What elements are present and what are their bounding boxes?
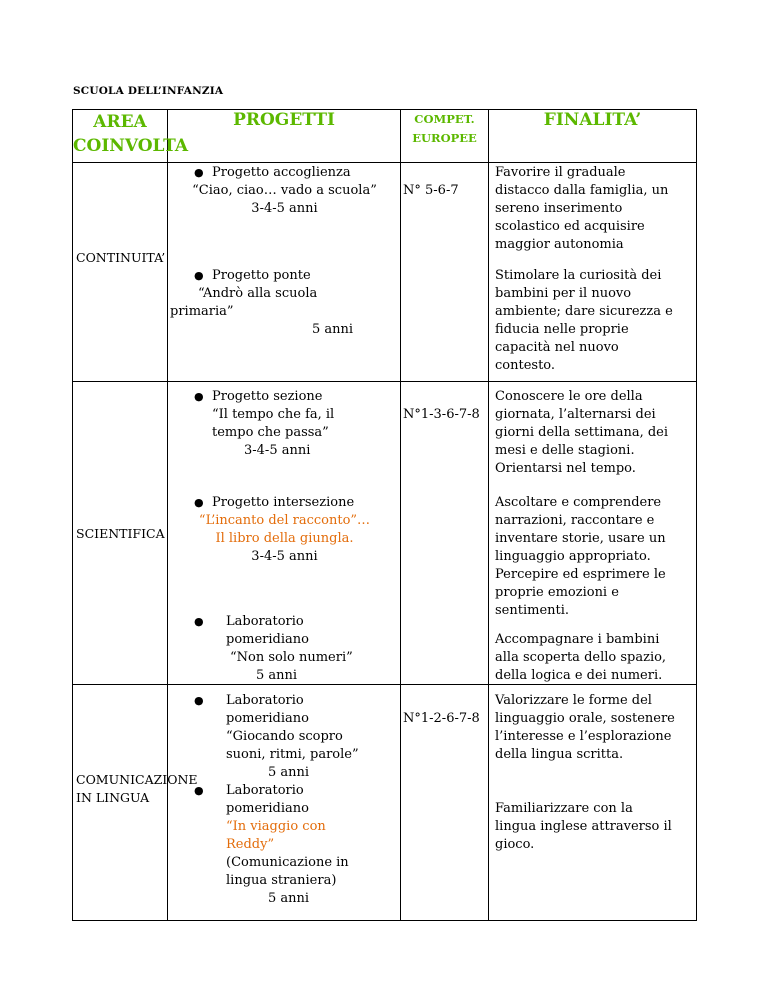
finalita-line: Ascoltare e comprendere	[495, 495, 662, 510]
finalita-line: inventare storie, usare un	[495, 531, 666, 546]
project-name: tempo che passa”	[212, 425, 329, 440]
project-title: Progetto intersezione	[212, 495, 355, 510]
row-comunicazione	[73, 685, 697, 921]
finalita-cell-comunicazione	[489, 685, 697, 921]
project-name: “Non solo numeri”	[230, 650, 353, 665]
project-name: primaria”	[170, 304, 234, 319]
finalita-line: capacità nel nuovo	[495, 340, 619, 355]
comp-cell-scientifica	[401, 382, 489, 685]
finalita-line: sereno inserimento	[495, 201, 623, 216]
project-note: (Comunicazione in	[226, 855, 349, 870]
project-age: 3-4-5 anni	[251, 201, 318, 216]
finalita-line: Accompagnare i bambini	[495, 632, 660, 647]
finalita-line: Stimolare la curiosità dei	[495, 268, 662, 283]
finalita-line: proprie emozioni e	[495, 585, 619, 600]
finalita-line: Favorire il graduale	[495, 165, 626, 180]
finalita-line: della lingua scritta.	[495, 747, 624, 762]
competence-numbers: N°1-2-6-7-8	[403, 711, 480, 726]
finalita-line: Conoscere le ore della	[495, 389, 643, 404]
bullet-icon: ●	[194, 694, 204, 707]
area-cell-continuita	[73, 163, 168, 382]
finalita-cell-continuita	[489, 163, 697, 382]
bullet-icon: ●	[194, 615, 204, 628]
header-row	[73, 110, 697, 163]
project-name: Reddy”	[226, 837, 275, 852]
bullet-icon: ●	[194, 166, 204, 179]
competence-numbers: N°1-3-6-7-8	[403, 407, 480, 422]
project-name: “Andrò alla scuola	[198, 286, 318, 301]
finalita-line: l’interesse e l’esplorazione	[495, 729, 672, 744]
header-competenze: COMPET. EUROPEE	[401, 110, 489, 163]
bullet-icon: ●	[194, 496, 204, 509]
row-scientifica	[73, 382, 697, 685]
comp-cell-continuita	[401, 163, 489, 382]
project-name: “Giocando scopro	[226, 729, 343, 744]
finalita-line: gioco.	[495, 837, 535, 852]
project-title: pomeridiano	[226, 711, 309, 726]
header-finalita: FINALITA’	[489, 110, 697, 163]
row-continuita	[73, 163, 697, 382]
bullet-icon: ●	[194, 390, 204, 403]
area-cell-scientifica	[73, 382, 168, 685]
competence-numbers: N° 5-6-7	[403, 183, 459, 198]
area-continuita: CONTINUITA’	[76, 250, 166, 265]
area-scientifica: SCIENTIFICA	[76, 526, 165, 541]
finalita-cell-scientifica	[489, 382, 697, 685]
finalita-line: linguaggio orale, sostenere	[495, 711, 675, 726]
finalita-line: ambiente; dare sicurezza e	[495, 304, 673, 319]
finalita-line: distacco dalla famiglia, un	[495, 183, 669, 198]
project-name: “L’incanto del racconto”…	[198, 513, 371, 528]
progetti-cell-continuita	[168, 163, 401, 382]
finalita-line: alla scoperta dello spazio,	[495, 650, 667, 665]
finalita-line: Percepire ed esprimere le	[495, 567, 666, 582]
finalita-line: Valorizzare le forme del	[495, 693, 652, 708]
project-age: 3-4-5 anni	[251, 549, 318, 564]
area-comunicazione: COMUNICAZIONE IN LINGUA	[76, 772, 198, 805]
project-name: “Il tempo che fa, il	[212, 407, 335, 422]
finalita-line: giornata, l’alternarsi dei	[495, 407, 656, 422]
project-title: Laboratorio	[226, 614, 304, 629]
finalita-line: maggior autonomia	[495, 237, 624, 252]
finalita-line: mesi e delle stagioni.	[495, 443, 635, 458]
project-title: pomeridiano	[226, 801, 309, 816]
finalita-line: narrazioni, raccontare e	[495, 513, 655, 528]
project-name: “Ciao, ciao… vado a scuola”	[192, 183, 377, 198]
finalita-line: sentimenti.	[495, 603, 570, 618]
project-age: 3-4-5 anni	[244, 443, 311, 458]
project-age: 5 anni	[312, 322, 354, 337]
finalita-line: Familiarizzare con la	[495, 801, 633, 816]
header-area: AREA COINVOLTA	[73, 110, 168, 163]
project-title: Progetto ponte	[212, 268, 311, 283]
project-note: lingua straniera)	[226, 873, 337, 888]
finalita-line: fiducia nelle proprie	[495, 322, 629, 337]
bullet-icon: ●	[194, 269, 204, 282]
project-age: 5 anni	[268, 891, 310, 906]
bullet-icon: ●	[194, 784, 204, 797]
finalita-line: lingua inglese attraverso il	[495, 819, 672, 834]
project-title: Progetto accoglienza	[212, 165, 351, 180]
project-title: Laboratorio	[226, 693, 304, 708]
projects-table	[72, 109, 697, 921]
finalita-line: contesto.	[495, 358, 556, 373]
finalita-line: Orientarsi nel tempo.	[495, 461, 636, 476]
project-name: “In viaggio con	[226, 819, 326, 834]
project-age: 5 anni	[256, 668, 298, 683]
finalita-line: bambini per il nuovo	[495, 286, 632, 301]
progetti-cell-scientifica	[168, 382, 401, 685]
area-cell-comunicazione	[73, 685, 198, 921]
project-name: suoni, ritmi, parole”	[226, 747, 359, 762]
project-title: Progetto sezione	[212, 389, 323, 404]
header-progetti: PROGETTI	[168, 110, 401, 163]
finalita-line: scolastico ed acquisire	[495, 219, 645, 234]
comp-cell-comunicazione	[401, 685, 489, 921]
finalita-line: linguaggio appropriato.	[495, 549, 651, 564]
project-age: 5 anni	[268, 765, 310, 780]
page-heading: SCUOLA DELL’INFANZIA	[73, 85, 224, 97]
finalita-line: della logica e dei numeri.	[495, 668, 663, 683]
project-name: Il libro della giungla.	[215, 531, 354, 546]
project-title: Laboratorio	[226, 783, 304, 798]
project-title: pomeridiano	[226, 632, 309, 647]
progetti-cell-comunicazione	[168, 685, 401, 921]
finalita-line: giorni della settimana, dei	[495, 425, 669, 440]
